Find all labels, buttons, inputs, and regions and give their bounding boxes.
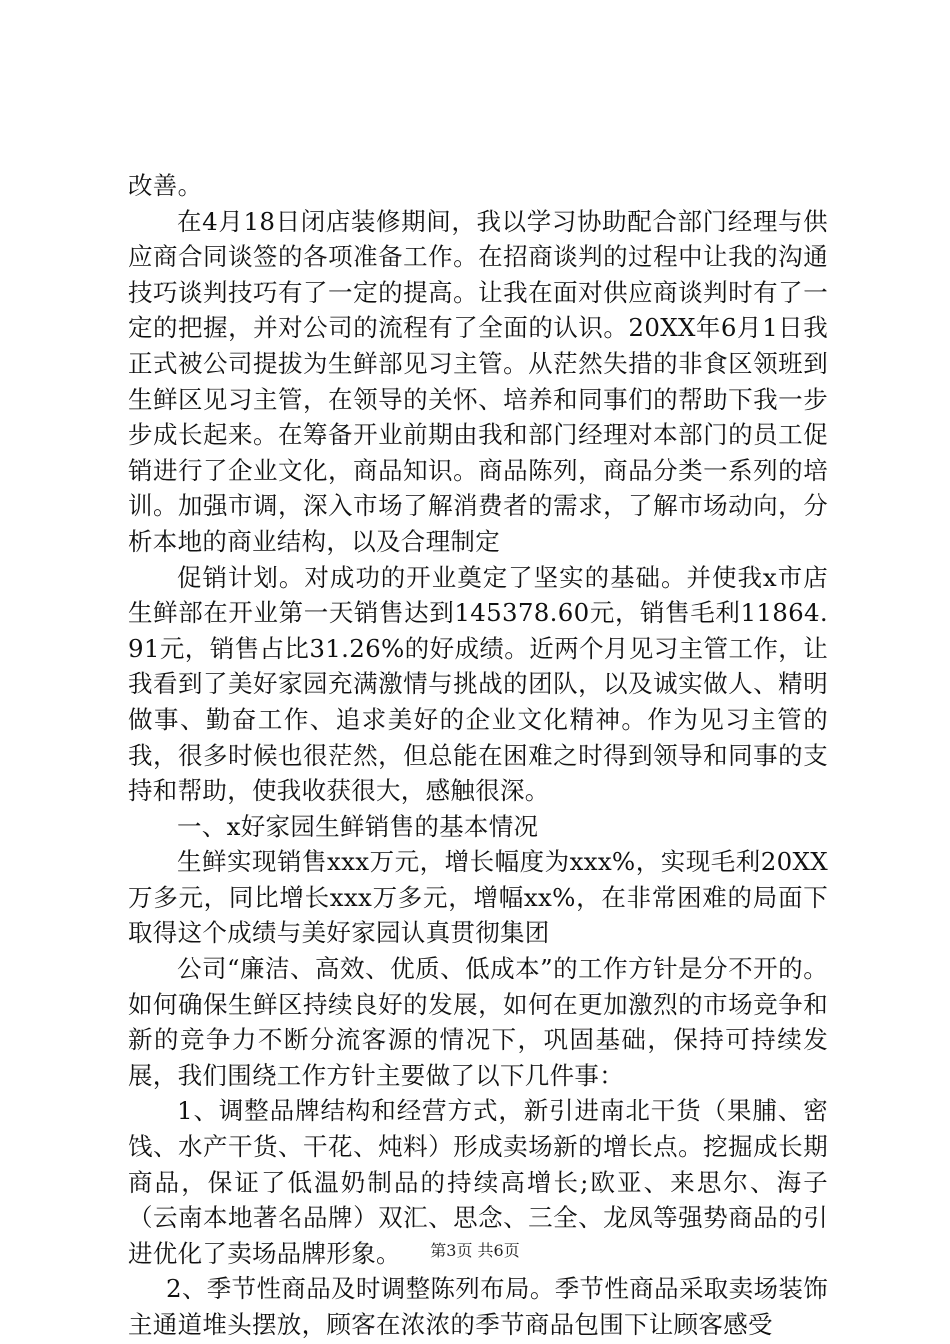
paragraph-sales-figures: 生鲜实现销售xxx万元，增长幅度为xxx%，实现毛利20XX万多元，同比增长xxx万多元，增幅xx%，在非常困难的局面下取得这个成绩与美好家园认真贯彻集团: [128, 847, 828, 948]
list-item-seasonal-display: 2、季节性商品及时调整陈列布局。季节性商品采取卖场装饰主通道堆头摆放，顾客在浓浓的季节商品包围下让顾客感受: [128, 1274, 828, 1339]
paragraph-work-policy: 公司“廉洁、高效、优质、低成本”的工作方针是分不开的。如何确保生鲜区持续良好的发展，如何在更加激烈的市场竞争和新的竞争力不断分流客源的情况下，巩固基础，保持可持续发展，我们围绕工作方针主要做了以下几件事：: [128, 954, 828, 1090]
section-heading-sales-overview: 一、x好家园生鲜销售的基本情况: [177, 811, 539, 841]
page-number-label: 第3页 共6页: [430, 1241, 520, 1260]
page-footer: [0, 1241, 950, 1261]
paragraph-continuation: 改善。: [128, 171, 203, 200]
document-body: [128, 168, 828, 1343]
paragraph-renovation-period: 在4月18日闭店装修期间，我以学习协助配合部门经理与供应商合同谈签的各项准备工作。在招商谈判的过程中让我的沟通技巧谈判技巧有了一定的提高。让我在面对供应商谈判时有了一定的把握，并对公司的流程有了全面的认识。20XX年6月1日我正式被公司提拔为生鲜部见习主管。从茫然失措的非食区领班到生鲜区见习主管，在领导的关怀、培养和同事们的帮助下我一步步成长起来。在筹备开业前期由我和部门经理对本部门的员工促销进行了企业文化，商品知识。商品陈列，商品分类一系列的培训。加强市调，深入市场了解消费者的需求，了解市场动向，分析本地的商业结构，以及合理制定: [128, 206, 828, 556]
paragraph-promotion-plan: 促销计划。对成功的开业奠定了坚实的基础。并使我x市店生鲜部在开业第一天销售达到145378.60元，销售毛利11864.91元，销售占比31.26%的好成绩。近两个月见习主管工作，让我看到了美好家园充满激情与挑战的团队，以及诚实做人、精明做事、勤奋工作、追求美好的企业文化精神。作为见习主管的我，很多时候也很茫然，但总能在困难之时得到领导和同事的支持和帮助，使我收获很大，感触很深。: [128, 562, 828, 806]
list-item-brand-structure: 1、调整品牌结构和经营方式，新引进南北干货（果脯、密饯、水产干货、干花、炖料）形成卖场新的增长点。挖掘成长期商品，保证了低温奶制品的持续高增长;欧亚、来思尔、海子（云南本地著名品牌）双汇、思念、三全、龙凤等强势商品的引进优化了卖场品牌形象。: [128, 1096, 828, 1268]
